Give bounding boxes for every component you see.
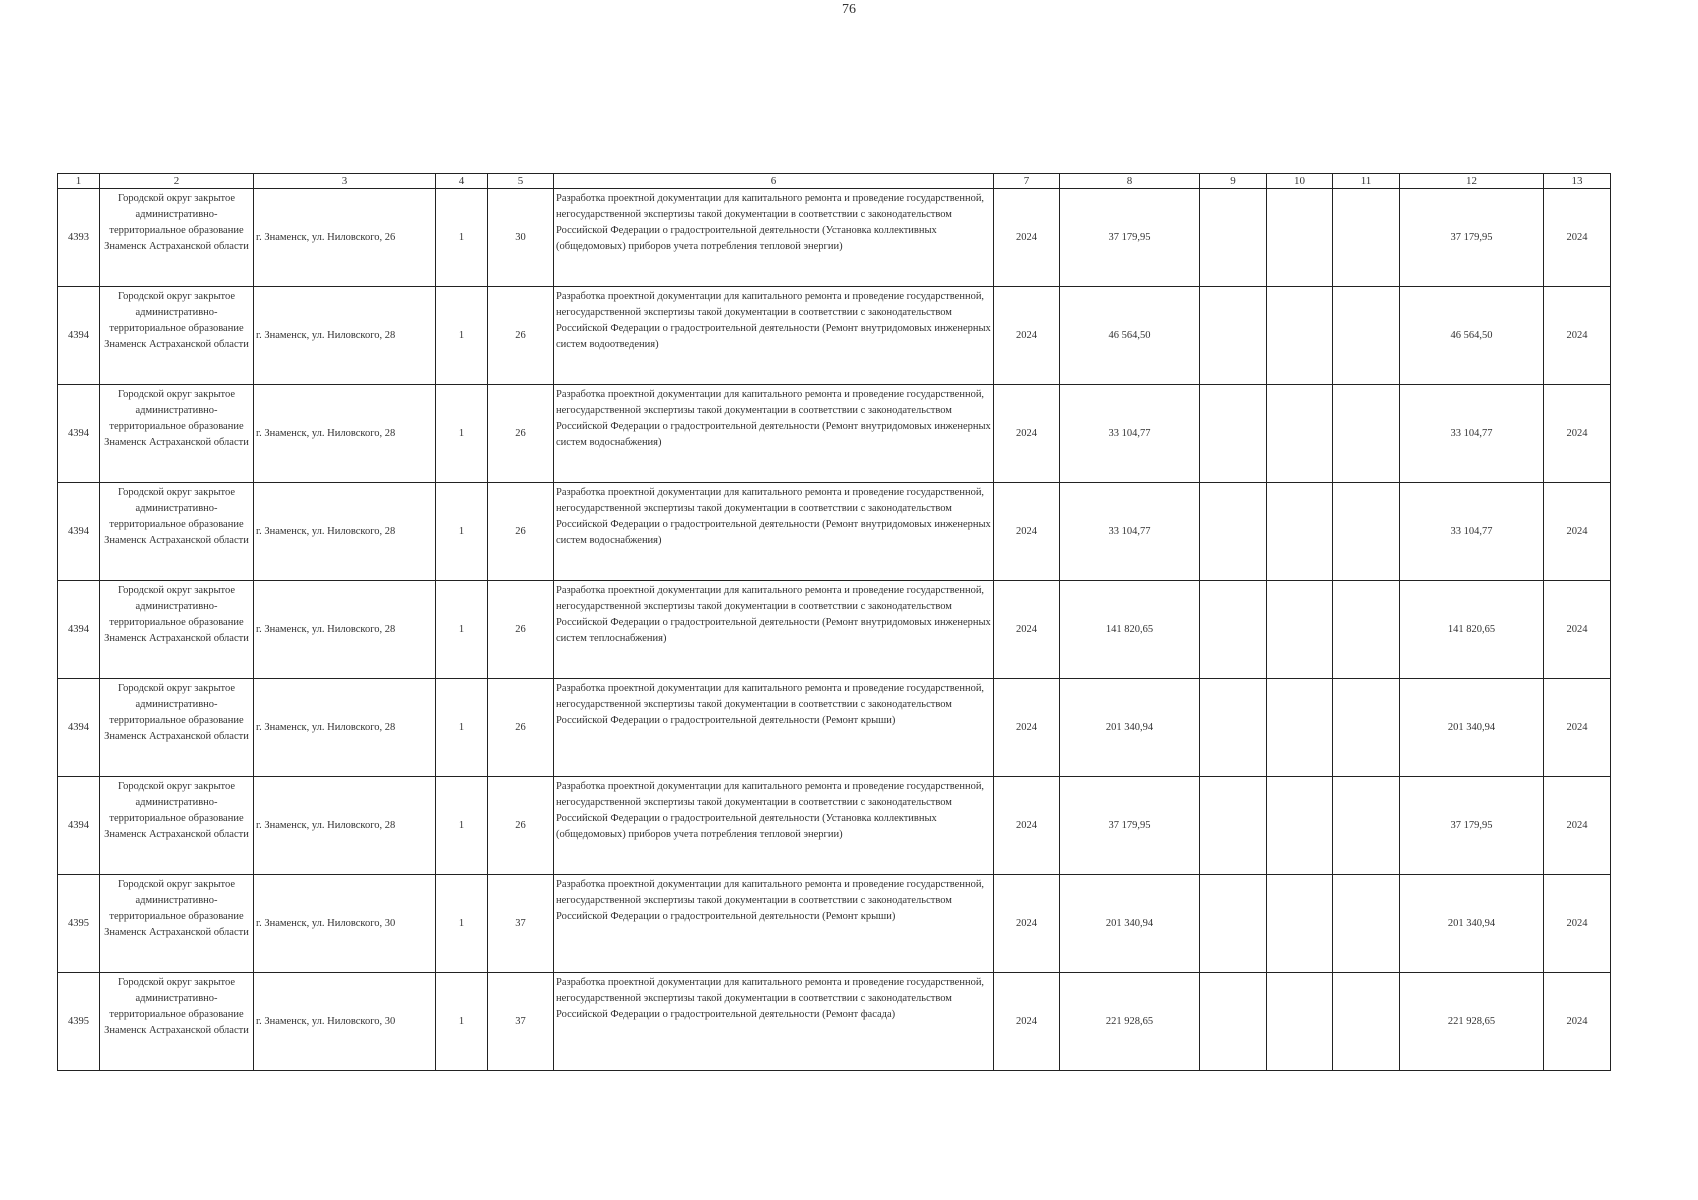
table-row — [58, 973, 1611, 1071]
col4-cell: 1 — [436, 287, 488, 385]
col5-cell: 26 — [488, 385, 554, 483]
col10-cell — [1267, 875, 1333, 973]
total-cost-cell: 201 340,94 — [1060, 875, 1200, 973]
col5-cell: 37 — [488, 875, 554, 973]
col13-year-cell: 2024 — [1544, 581, 1611, 679]
col5-cell: 26 — [488, 679, 554, 777]
total-cost-cell: 141 820,65 — [1060, 581, 1200, 679]
col13-year-cell: 2024 — [1544, 287, 1611, 385]
work-description-cell: Разработка проектной документации для капитального ремонта и проведение государственной, негосударственной экспертизы такой документации в соответствии с законодательством Российской Федерации о градостроительной деятельности (Установка коллективных (общедомовых) приборов учета потребления тепловой энергии) — [554, 777, 994, 875]
column-header: 9 — [1200, 174, 1267, 189]
row-number: 4394 — [58, 581, 100, 679]
col5-cell: 26 — [488, 777, 554, 875]
col12-cost-cell: 37 179,95 — [1400, 777, 1544, 875]
col13-year-cell: 2024 — [1544, 385, 1611, 483]
row-number: 4394 — [58, 287, 100, 385]
col12-cost-cell: 46 564,50 — [1400, 287, 1544, 385]
table-row — [58, 875, 1611, 973]
col9-cell — [1200, 287, 1267, 385]
col13-year-cell: 2024 — [1544, 777, 1611, 875]
municipality-cell: Городской округ закрытое административно-территориальное образование Знаменск Астраханской области — [100, 189, 254, 287]
work-description-cell: Разработка проектной документации для капитального ремонта и проведение государственной, негосударственной экспертизы такой документации в соответствии с законодательством Российской Федерации о градостроительной деятельности (Ремонт внутридомовых инженерных систем водоснабжения) — [554, 483, 994, 581]
address-cell: г. Знаменск, ул. Ниловского, 28 — [254, 777, 436, 875]
col12-cost-cell: 37 179,95 — [1400, 189, 1544, 287]
year-cell: 2024 — [994, 385, 1060, 483]
col12-cost-cell: 33 104,77 — [1400, 385, 1544, 483]
work-description-cell: Разработка проектной документации для капитального ремонта и проведение государственной, негосударственной экспертизы такой документации в соответствии с законодательством Российской Федерации о градостроительной деятельности (Ремонт внутридомовых инженерных систем водоснабжения) — [554, 385, 994, 483]
municipality-cell: Городской округ закрытое административно-территориальное образование Знаменск Астраханской области — [100, 679, 254, 777]
col13-year-cell: 2024 — [1544, 189, 1611, 287]
address-cell: г. Знаменск, ул. Ниловского, 28 — [254, 483, 436, 581]
capital-repair-table — [57, 173, 1611, 1071]
column-header: 12 — [1400, 174, 1544, 189]
col5-cell: 26 — [488, 287, 554, 385]
table-row — [58, 287, 1611, 385]
municipality-cell: Городской округ закрытое административно-территориальное образование Знаменск Астраханской области — [100, 973, 254, 1071]
table-row — [58, 777, 1611, 875]
col13-year-cell: 2024 — [1544, 679, 1611, 777]
work-description-cell: Разработка проектной документации для капитального ремонта и проведение государственной, негосударственной экспертизы такой документации в соответствии с законодательством Российской Федерации о градостроительной деятельности (Ремонт внутридомовых инженерных систем водоотведения) — [554, 287, 994, 385]
total-cost-cell: 33 104,77 — [1060, 385, 1200, 483]
col9-cell — [1200, 189, 1267, 287]
total-cost-cell: 37 179,95 — [1060, 189, 1200, 287]
col12-cost-cell: 221 928,65 — [1400, 973, 1544, 1071]
row-number: 4395 — [58, 973, 100, 1071]
year-cell: 2024 — [994, 581, 1060, 679]
total-cost-cell: 201 340,94 — [1060, 679, 1200, 777]
col5-cell: 26 — [488, 581, 554, 679]
col10-cell — [1267, 581, 1333, 679]
page-number: 76 — [842, 2, 856, 17]
address-cell: г. Знаменск, ул. Ниловского, 28 — [254, 679, 436, 777]
col9-cell — [1200, 973, 1267, 1071]
col10-cell — [1267, 287, 1333, 385]
col4-cell: 1 — [436, 777, 488, 875]
municipality-cell: Городской округ закрытое административно-территориальное образование Знаменск Астраханской области — [100, 483, 254, 581]
column-number-row — [58, 174, 1611, 189]
col4-cell: 1 — [436, 875, 488, 973]
col11-cell — [1333, 581, 1400, 679]
municipality-cell: Городской округ закрытое административно-территориальное образование Знаменск Астраханской области — [100, 777, 254, 875]
col9-cell — [1200, 581, 1267, 679]
row-number: 4395 — [58, 875, 100, 973]
municipality-cell: Городской округ закрытое административно-территориальное образование Знаменск Астраханской области — [100, 385, 254, 483]
table-row — [58, 385, 1611, 483]
col13-year-cell: 2024 — [1544, 973, 1611, 1071]
column-header: 13 — [1544, 174, 1611, 189]
col5-cell: 37 — [488, 973, 554, 1071]
column-header: 4 — [436, 174, 488, 189]
work-description-cell: Разработка проектной документации для капитального ремонта и проведение государственной, негосударственной экспертизы такой документации в соответствии с законодательством Российской Федерации о градостроительной деятельности (Ремонт фасада) — [554, 973, 994, 1071]
col10-cell — [1267, 679, 1333, 777]
col12-cost-cell: 33 104,77 — [1400, 483, 1544, 581]
col13-year-cell: 2024 — [1544, 483, 1611, 581]
col11-cell — [1333, 189, 1400, 287]
col13-year-cell: 2024 — [1544, 875, 1611, 973]
col4-cell: 1 — [436, 679, 488, 777]
municipality-cell: Городской округ закрытое административно-территориальное образование Знаменск Астраханской области — [100, 875, 254, 973]
row-number: 4394 — [58, 483, 100, 581]
column-header: 2 — [100, 174, 254, 189]
municipality-cell: Городской округ закрытое административно-территориальное образование Знаменск Астраханской области — [100, 581, 254, 679]
col4-cell: 1 — [436, 189, 488, 287]
column-header: 1 — [58, 174, 100, 189]
column-header: 3 — [254, 174, 436, 189]
column-header: 7 — [994, 174, 1060, 189]
year-cell: 2024 — [994, 875, 1060, 973]
col4-cell: 1 — [436, 581, 488, 679]
address-cell: г. Знаменск, ул. Ниловского, 30 — [254, 875, 436, 973]
work-description-cell: Разработка проектной документации для капитального ремонта и проведение государственной, негосударственной экспертизы такой документации в соответствии с законодательством Российской Федерации о градостроительной деятельности (Установка коллективных (общедомовых) приборов учета потребления тепловой энергии) — [554, 189, 994, 287]
column-header: 10 — [1267, 174, 1333, 189]
total-cost-cell: 33 104,77 — [1060, 483, 1200, 581]
year-cell: 2024 — [994, 287, 1060, 385]
col12-cost-cell: 141 820,65 — [1400, 581, 1544, 679]
year-cell: 2024 — [994, 973, 1060, 1071]
col9-cell — [1200, 483, 1267, 581]
row-number: 4394 — [58, 679, 100, 777]
table-row — [58, 483, 1611, 581]
table-row — [58, 679, 1611, 777]
total-cost-cell: 37 179,95 — [1060, 777, 1200, 875]
col9-cell — [1200, 679, 1267, 777]
col4-cell: 1 — [436, 973, 488, 1071]
col10-cell — [1267, 189, 1333, 287]
year-cell: 2024 — [994, 483, 1060, 581]
col9-cell — [1200, 777, 1267, 875]
col5-cell: 30 — [488, 189, 554, 287]
col4-cell: 1 — [436, 483, 488, 581]
column-header: 8 — [1060, 174, 1200, 189]
col9-cell — [1200, 385, 1267, 483]
col10-cell — [1267, 777, 1333, 875]
column-header: 11 — [1333, 174, 1400, 189]
address-cell: г. Знаменск, ул. Ниловского, 28 — [254, 287, 436, 385]
col10-cell — [1267, 973, 1333, 1071]
address-cell: г. Знаменск, ул. Ниловского, 30 — [254, 973, 436, 1071]
col4-cell: 1 — [436, 385, 488, 483]
row-number: 4394 — [58, 777, 100, 875]
work-description-cell: Разработка проектной документации для капитального ремонта и проведение государственной, негосударственной экспертизы такой документации в соответствии с законодательством Российской Федерации о градостроительной деятельности (Ремонт крыши) — [554, 679, 994, 777]
col12-cost-cell: 201 340,94 — [1400, 679, 1544, 777]
address-cell: г. Знаменск, ул. Ниловского, 28 — [254, 581, 436, 679]
row-number: 4393 — [58, 189, 100, 287]
work-description-cell: Разработка проектной документации для капитального ремонта и проведение государственной, негосударственной экспертизы такой документации в соответствии с законодательством Российской Федерации о градостроительной деятельности (Ремонт внутридомовых инженерных систем теплоснабжения) — [554, 581, 994, 679]
work-description-cell: Разработка проектной документации для капитального ремонта и проведение государственной, негосударственной экспертизы такой документации в соответствии с законодательством Российской Федерации о градостроительной деятельности (Ремонт крыши) — [554, 875, 994, 973]
column-header: 5 — [488, 174, 554, 189]
row-number: 4394 — [58, 385, 100, 483]
col11-cell — [1333, 875, 1400, 973]
year-cell: 2024 — [994, 679, 1060, 777]
year-cell: 2024 — [994, 777, 1060, 875]
total-cost-cell: 46 564,50 — [1060, 287, 1200, 385]
municipality-cell: Городской округ закрытое административно-территориальное образование Знаменск Астраханской области — [100, 287, 254, 385]
table-row — [58, 581, 1611, 679]
col5-cell: 26 — [488, 483, 554, 581]
col12-cost-cell: 201 340,94 — [1400, 875, 1544, 973]
address-cell: г. Знаменск, ул. Ниловского, 28 — [254, 385, 436, 483]
total-cost-cell: 221 928,65 — [1060, 973, 1200, 1071]
col11-cell — [1333, 287, 1400, 385]
col10-cell — [1267, 483, 1333, 581]
col11-cell — [1333, 385, 1400, 483]
col10-cell — [1267, 385, 1333, 483]
year-cell: 2024 — [994, 189, 1060, 287]
col11-cell — [1333, 679, 1400, 777]
col11-cell — [1333, 483, 1400, 581]
col11-cell — [1333, 777, 1400, 875]
col11-cell — [1333, 973, 1400, 1071]
address-cell: г. Знаменск, ул. Ниловского, 26 — [254, 189, 436, 287]
table-row — [58, 189, 1611, 287]
column-header: 6 — [554, 174, 994, 189]
col9-cell — [1200, 875, 1267, 973]
